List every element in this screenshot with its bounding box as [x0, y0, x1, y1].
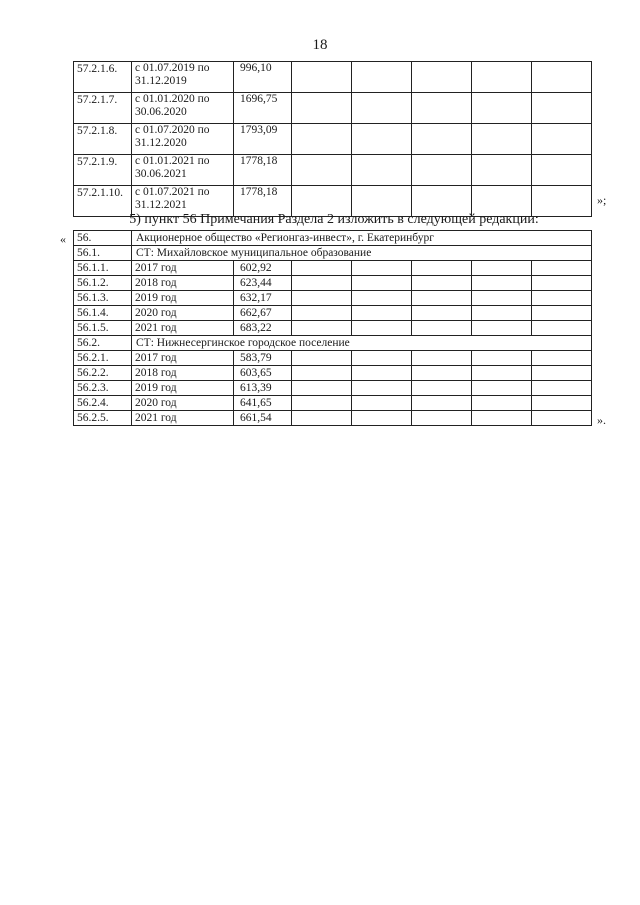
empty-cell — [532, 321, 592, 336]
row-label: СТ: Нижнесергинское городское поселение — [132, 336, 592, 351]
empty-cell — [352, 396, 412, 411]
table-row — [74, 366, 592, 381]
empty-cell — [472, 276, 532, 291]
row-code: 56.1.1. — [74, 261, 132, 276]
period-cell — [132, 124, 234, 155]
row-value: 583,79 — [234, 351, 292, 366]
empty-cell — [292, 411, 352, 426]
empty-cell — [352, 381, 412, 396]
row-value: 661,54 — [234, 411, 292, 426]
row-code: 56. — [74, 231, 132, 246]
table-row — [74, 411, 592, 426]
row-code: 56.2.5. — [74, 411, 132, 426]
empty-cell — [292, 62, 352, 93]
empty-cell — [352, 124, 412, 155]
empty-cell — [412, 291, 472, 306]
row-value: 641,65 — [234, 396, 292, 411]
row-value: 1696,75 — [234, 93, 292, 124]
period-start: с 01.07.2019 по — [135, 62, 210, 74]
row-value: 602,92 — [234, 261, 292, 276]
row-code: 56.2.3. — [74, 381, 132, 396]
row-label: СТ: Михайловское муниципальное образование — [132, 246, 592, 261]
empty-cell — [292, 321, 352, 336]
empty-cell — [532, 291, 592, 306]
row-year: 2020 год — [132, 306, 234, 321]
row-code: 57.2.1.8. — [74, 124, 132, 155]
period-end: 30.06.2021 — [135, 168, 187, 180]
empty-cell — [412, 93, 472, 124]
empty-cell — [412, 261, 472, 276]
empty-cell — [352, 306, 412, 321]
empty-cell — [532, 276, 592, 291]
period-end: 31.12.2019 — [135, 75, 187, 87]
table-row — [74, 396, 592, 411]
empty-cell — [472, 291, 532, 306]
empty-cell — [352, 276, 412, 291]
period-start: с 01.01.2020 по — [135, 93, 210, 105]
table-row — [74, 381, 592, 396]
empty-cell — [292, 261, 352, 276]
row-year: 2021 год — [132, 321, 234, 336]
empty-cell — [352, 62, 412, 93]
row-code: 56.1.4. — [74, 306, 132, 321]
table-row — [74, 291, 592, 306]
empty-cell — [472, 411, 532, 426]
period-start: с 01.01.2021 по — [135, 155, 210, 167]
empty-cell — [292, 381, 352, 396]
row-code: 56.2.1. — [74, 351, 132, 366]
empty-cell — [472, 381, 532, 396]
table-row — [74, 276, 592, 291]
row-code: 57.2.1.9. — [74, 155, 132, 186]
empty-cell — [532, 366, 592, 381]
empty-cell — [352, 351, 412, 366]
row-code: 56.1.3. — [74, 291, 132, 306]
empty-cell — [352, 291, 412, 306]
row-value: 623,44 — [234, 276, 292, 291]
row-value: 1778,18 — [234, 186, 292, 217]
period-end: 31.12.2020 — [135, 137, 187, 149]
empty-cell — [292, 291, 352, 306]
empty-cell — [472, 155, 532, 186]
row-value: 632,17 — [234, 291, 292, 306]
table-row — [74, 351, 592, 366]
table-row — [74, 231, 592, 246]
row-code: 56.2.2. — [74, 366, 132, 381]
empty-cell — [532, 396, 592, 411]
empty-cell — [412, 155, 472, 186]
row-code: 56.1.2. — [74, 276, 132, 291]
row-year: 2017 год — [132, 351, 234, 366]
empty-cell — [472, 321, 532, 336]
empty-cell — [472, 306, 532, 321]
table-row — [74, 321, 592, 336]
table-row — [74, 124, 592, 155]
closing-quote-mark: ». — [597, 413, 606, 427]
period-start: с 01.07.2020 по — [135, 124, 210, 136]
empty-cell — [532, 381, 592, 396]
row-value: 613,39 — [234, 381, 292, 396]
empty-cell — [472, 62, 532, 93]
row-year: 2019 год — [132, 291, 234, 306]
row-value: 1793,09 — [234, 124, 292, 155]
tariff-table-bottom — [73, 230, 592, 426]
empty-cell — [352, 411, 412, 426]
row-year: 2018 год — [132, 366, 234, 381]
table-row — [74, 336, 592, 351]
empty-cell — [292, 306, 352, 321]
empty-cell — [292, 93, 352, 124]
empty-cell — [412, 411, 472, 426]
row-value: 603,65 — [234, 366, 292, 381]
opening-quote-mark: « — [60, 232, 66, 246]
empty-cell — [352, 366, 412, 381]
period-end: 31.12.2021 — [135, 199, 187, 211]
row-value: 662,67 — [234, 306, 292, 321]
row-code: 56.1. — [74, 246, 132, 261]
empty-cell — [292, 351, 352, 366]
empty-cell — [352, 155, 412, 186]
row-code: 57.2.1.10. — [74, 186, 132, 217]
table-row — [74, 246, 592, 261]
amendment-instruction: 5) пункт 56 Примечания Раздела 2 изложить в следующей редакции: — [129, 212, 539, 227]
empty-cell — [472, 261, 532, 276]
empty-cell — [532, 155, 592, 186]
row-year: 2018 год — [132, 276, 234, 291]
period-start: с 01.07.2021 по — [135, 186, 210, 198]
period-end: 30.06.2020 — [135, 106, 187, 118]
row-code: 56.2. — [74, 336, 132, 351]
empty-cell — [472, 396, 532, 411]
table-row — [74, 155, 592, 186]
empty-cell — [412, 321, 472, 336]
period-cell — [132, 62, 234, 93]
empty-cell — [472, 366, 532, 381]
empty-cell — [472, 93, 532, 124]
table-row — [74, 261, 592, 276]
row-year: 2019 год — [132, 381, 234, 396]
empty-cell — [292, 366, 352, 381]
empty-cell — [412, 351, 472, 366]
empty-cell — [412, 62, 472, 93]
empty-cell — [292, 396, 352, 411]
row-value: 1778,18 — [234, 155, 292, 186]
tariff-table-top — [73, 61, 592, 217]
row-label: Акционерное общество «Регионгаз-инвест», г. Екатеринбург — [132, 231, 592, 246]
closing-quote-mark: »; — [597, 193, 607, 207]
empty-cell — [412, 306, 472, 321]
empty-cell — [532, 306, 592, 321]
row-code: 57.2.1.7. — [74, 93, 132, 124]
row-year: 2020 год — [132, 396, 234, 411]
empty-cell — [352, 93, 412, 124]
page-number: 18 — [312, 37, 328, 53]
empty-cell — [532, 62, 592, 93]
row-code: 56.2.4. — [74, 396, 132, 411]
row-year: 2021 год — [132, 411, 234, 426]
table-row — [74, 306, 592, 321]
table-row — [74, 62, 592, 93]
empty-cell — [472, 351, 532, 366]
row-year: 2017 год — [132, 261, 234, 276]
row-code: 57.2.1.6. — [74, 62, 132, 93]
empty-cell — [532, 411, 592, 426]
row-code: 56.1.5. — [74, 321, 132, 336]
empty-cell — [292, 124, 352, 155]
empty-cell — [532, 93, 592, 124]
empty-cell — [472, 124, 532, 155]
empty-cell — [412, 381, 472, 396]
empty-cell — [532, 351, 592, 366]
empty-cell — [412, 276, 472, 291]
table-row — [74, 93, 592, 124]
empty-cell — [412, 396, 472, 411]
empty-cell — [292, 276, 352, 291]
row-value: 683,22 — [234, 321, 292, 336]
empty-cell — [412, 124, 472, 155]
empty-cell — [292, 155, 352, 186]
period-cell — [132, 93, 234, 124]
row-value: 996,10 — [234, 62, 292, 93]
empty-cell — [352, 261, 412, 276]
empty-cell — [532, 261, 592, 276]
period-cell — [132, 155, 234, 186]
empty-cell — [352, 321, 412, 336]
empty-cell — [532, 124, 592, 155]
empty-cell — [412, 366, 472, 381]
